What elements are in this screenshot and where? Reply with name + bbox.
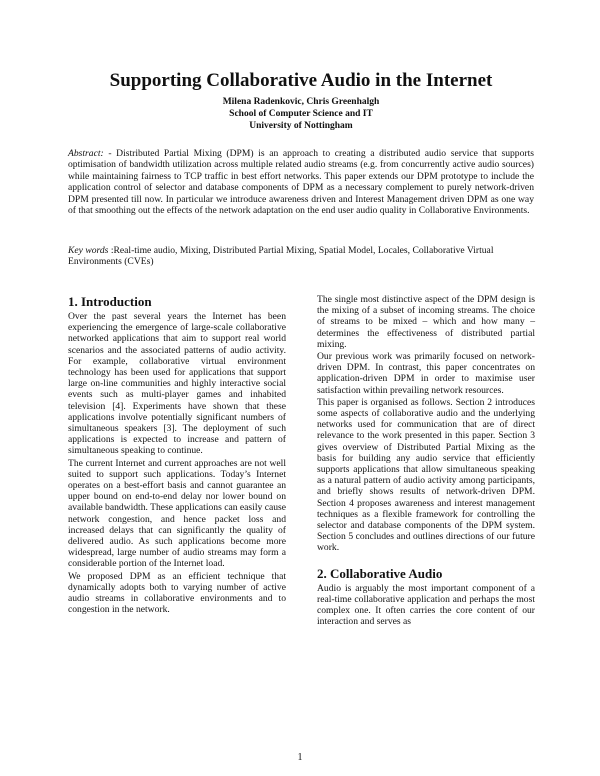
paragraph: Over the past several years the Internet has been experiencing the emergence of large-scale collaborative networked applications that aim to support real world scenarios and the associated patterns of audio activity. For example, collaborative virtual environment technology has been used for applications that support large on-line communities and highly interactive social events such as multi-player games and inhabited television [4]. Experiments have shown that these applications involve potentially significant numbers of simultaneous speakers [3]. The deployment of such applications is expected to increase and pattern of simultaneous speaking to continue.	[68, 311, 286, 457]
paragraph: This paper is organised as follows. Section 2 introduces some aspects of collaborative audio and the underlying networks used for communication that are of direct relevance to the work presented in this paper. Section 3 gives overview of Distributed Partial Mixing as the basis for building any audio service that efficiently supports applications that allow simultaneous speaking as a natural pattern of audio activity among participants, and briefly shows results of network-driven DPM. Section 4 proposes awareness and interest management techniques as a flexible framework for controlling the selector and database components of the DPM system. Section 5 concludes and outlines directions of our future work.	[317, 396, 535, 554]
section-heading-collaborative-audio: 2. Collaborative Audio	[317, 565, 443, 581]
abstract-label: Abstract:	[68, 148, 104, 159]
paragraph: Our previous work was primarily focused on network-driven DPM. In contrast, this paper concentrates on application-driven DPM in order to maximise user satisfaction within prevailing network resources.	[317, 351, 535, 396]
paper-header	[68, 70, 534, 132]
section-heading-introduction: 1. Introduction	[68, 294, 152, 309]
page-number: 1	[297, 752, 303, 763]
affiliation: School of Computer Science and IT	[229, 109, 373, 119]
left-column	[68, 294, 286, 616]
paragraph: Audio is arguably the most important component of a real-time collaborative application and perhaps the most complex one. It often carries the core content of our interaction and serves as	[317, 582, 535, 628]
keywords-text: :Real-time audio, Mixing, Distributed Partial Mixing, Spatial Model, Locales, Collaborative Virtual Environments (CVEs)	[68, 245, 494, 268]
abstract	[68, 148, 534, 216]
university: University of Nottingham	[249, 121, 353, 131]
paragraph: We proposed DPM as an efficient technique that dynamically adopts both to varying number of active audio streams in collaborative environments and to congestion in the network.	[68, 570, 286, 616]
keywords-label: Key words	[68, 245, 109, 256]
paragraph: The single most distinctive aspect of the DPM design is the mixing of a subset of incoming streams. The choice of streams to be mixed – which and how many – determines the effectiveness of distributed partial mixing.	[317, 294, 535, 350]
abstract-text: - Distributed Partial Mixing (DPM) is an approach to creating a distributed audio service that supports optimisation of bandwidth utilization across multiple related audio streams (e.g. from concurrently active audio sources) while maintaining fairness to TCP traffic in best effort networks. This paper extends our DPM prototype to include the application control of selector and database components of DPM as a necessary complement to purely network-driven DPM presented till now. In particular we introduce awareness driven and Interest Management driven DPM as one way of that smoothing out the effects of the network adaptation on the end user audio quality in Collaborative Environments.	[68, 148, 534, 217]
paragraph: The current Internet and current approaches are not well suited to support such applications. Today’s Internet operates on a best-effort basis and cannot guarantee an upper bound on end-to-end delay nor lower bound on available bandwidth. These applications can easily cause network congestion, and hence packet loss and increased delays that can significantly the quality of delivered audio. As such applications become more widespread, large number of audio streams may form a considerable portion of the Internet load.	[68, 457, 287, 570]
author-list: Milena Radenkovic, Chris Greenhalgh	[222, 97, 380, 107]
paper-title: Supporting Collaborative Audio in the Internet	[109, 70, 493, 91]
keywords	[68, 245, 534, 268]
right-column	[317, 294, 535, 628]
